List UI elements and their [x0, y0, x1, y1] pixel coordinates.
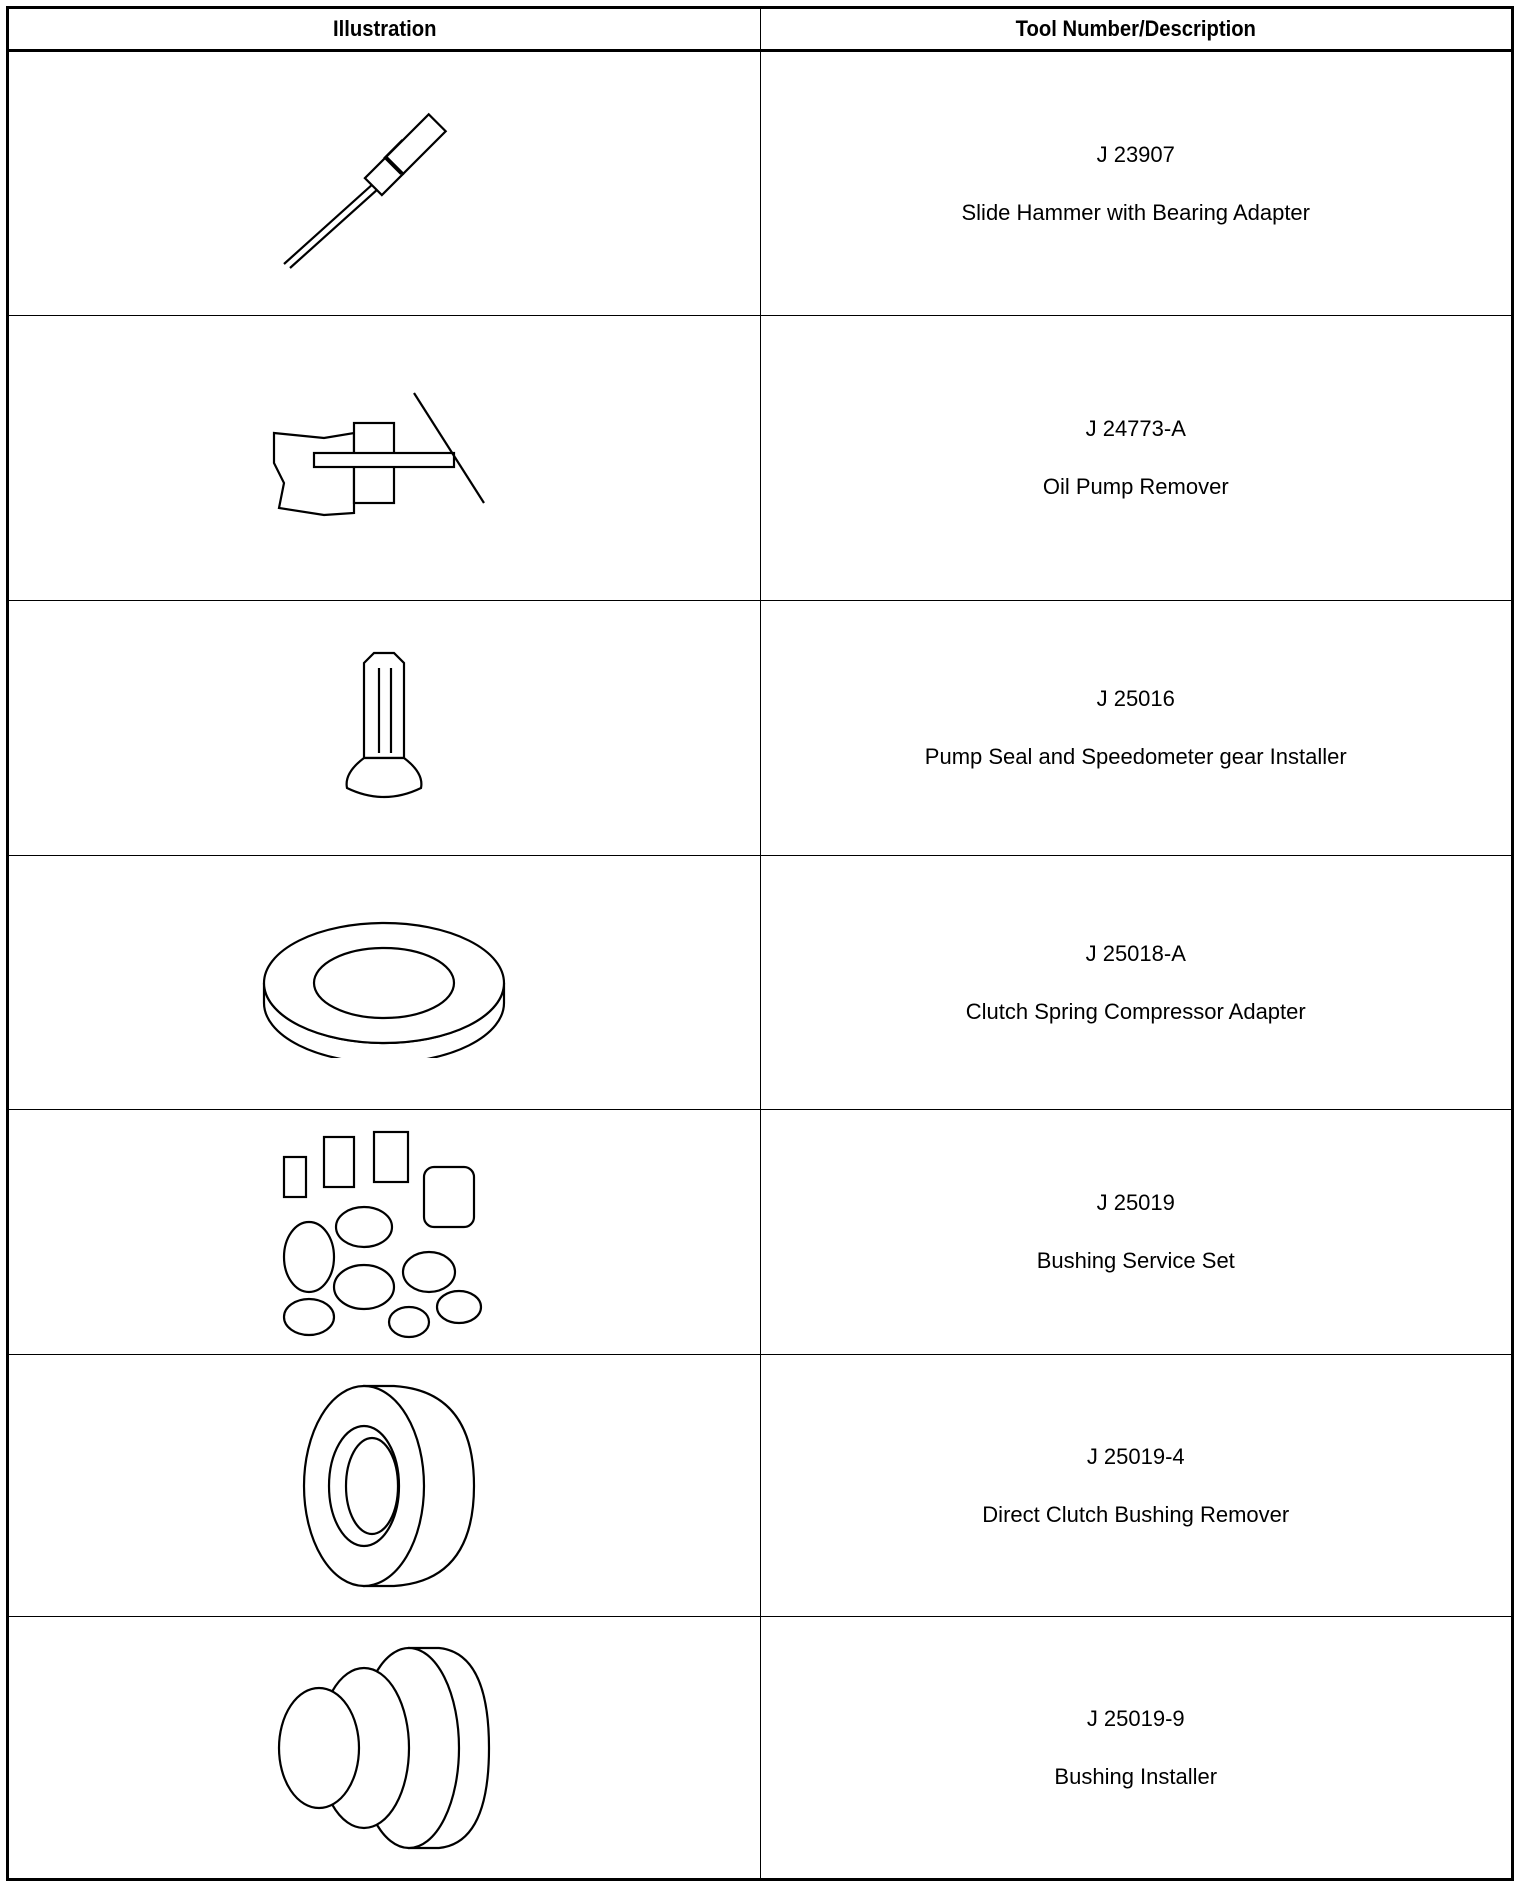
special-tools-table	[6, 6, 1514, 1881]
table-row	[8, 1355, 1513, 1617]
tool-number: J 24773-A	[1085, 416, 1186, 441]
illustration-cell	[8, 1355, 761, 1617]
tool-number: J 25019-4	[1086, 1443, 1185, 1469]
tool-cell	[760, 1355, 1513, 1617]
tool-number: J 23907	[1096, 141, 1175, 167]
tool-description: Bushing Installer	[1054, 1763, 1218, 1789]
table-row	[8, 316, 1513, 601]
tool-cell	[760, 1617, 1513, 1880]
bushing-set-icon	[274, 1117, 494, 1347]
bushing-remover-icon	[284, 1381, 484, 1591]
table-row	[8, 601, 1513, 856]
tool-number: J 25016	[1096, 686, 1175, 711]
tool-description: Oil Pump Remover	[1042, 474, 1229, 499]
header-tool-number-description: Tool Number/Description	[790, 8, 1482, 51]
tool-number: J 25018-A	[1085, 940, 1186, 966]
tool-number: J 25019-9	[1086, 1705, 1185, 1731]
seal-installer-icon	[339, 648, 429, 808]
compressor-adapter-icon	[259, 908, 509, 1058]
header-illustration: Illustration	[38, 8, 730, 51]
illustration-cell	[8, 1617, 761, 1880]
slide-hammer-icon	[274, 94, 494, 274]
oil-pump-remover-icon	[264, 383, 504, 533]
tool-cell	[760, 1110, 1513, 1355]
bushing-installer-icon	[269, 1643, 499, 1853]
table-row	[8, 1110, 1513, 1355]
header-row	[8, 8, 1513, 51]
table-row	[8, 51, 1513, 316]
tool-description: Clutch Spring Compressor Adapter	[965, 998, 1306, 1024]
illustration-cell	[8, 1110, 761, 1355]
tool-description: Pump Seal and Speedometer gear Installer	[924, 744, 1347, 769]
tool-cell	[760, 51, 1513, 316]
table-row	[8, 856, 1513, 1110]
tool-cell	[760, 856, 1513, 1110]
table-row	[8, 1617, 1513, 1880]
illustration-cell	[8, 601, 761, 856]
tool-description: Bushing Service Set	[1036, 1248, 1235, 1273]
illustration-cell	[8, 51, 761, 316]
illustration-cell	[8, 856, 761, 1110]
tool-cell	[760, 316, 1513, 601]
tool-description: Direct Clutch Bushing Remover	[982, 1501, 1290, 1527]
tool-cell	[760, 601, 1513, 856]
tool-number: J 25019	[1096, 1190, 1175, 1215]
illustration-cell	[8, 316, 761, 601]
tool-description: Slide Hammer with Bearing Adapter	[961, 199, 1310, 225]
